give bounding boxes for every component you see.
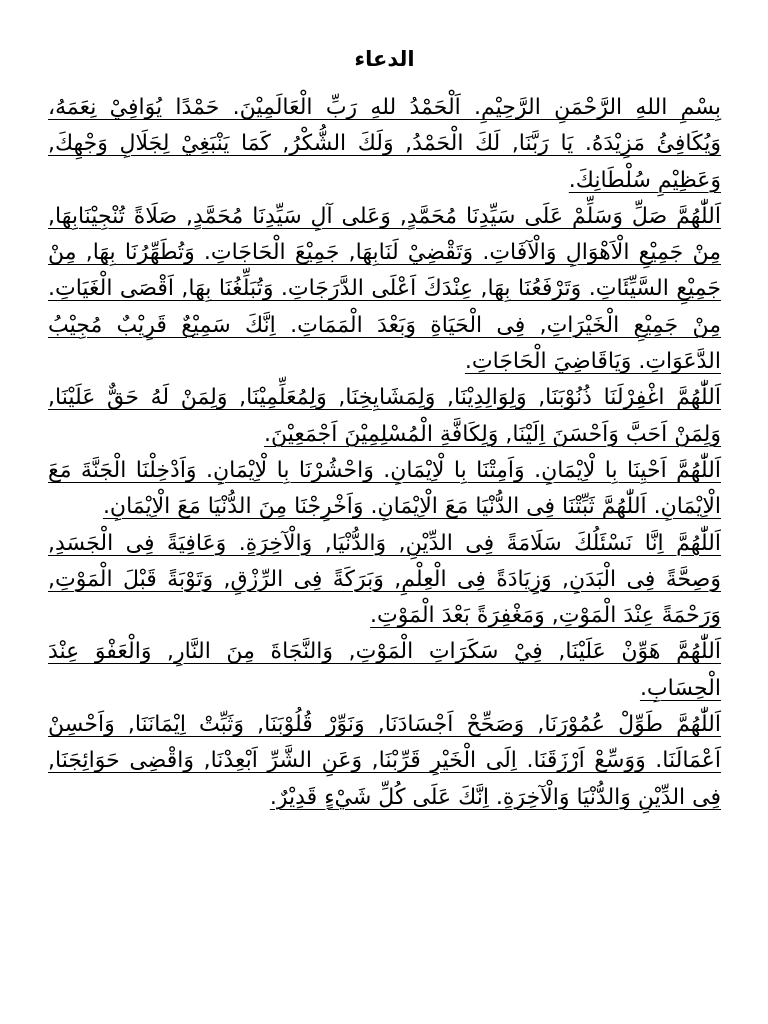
paragraph-forgiveness: اَللّٰهُمَّ اغْفِرْلَنَا ذُنُوْبَنَا, وَلِوَالِدِيْنَا, وَلِمَشَايِخِنَا, وَلِمُعَلِّمِيْنَا, وَلِمَنْ لَهُ حَقٌّ عَلَيْنَا, وَلِمَنْ اَحَبَّ وَاَحْسَنَ اِلَيْنَا, وَلِكَافَّةِ الْمُسْلِمِيْنَ اَجْمَعِيْنَ. [48, 385, 721, 447]
paragraph-ease-at-death: اَللّٰهُمَّ هَوِّنْ عَلَيْنَا, فِيْ سَكَرَاتِ الْمَوْتِ, وَالنَّجَاةَ مِنَ النَّارِ, وَالْعَفْوَ عِنْدَ الْحِسَابِ. [48, 639, 721, 701]
page-title: الدعاء [354, 47, 415, 71]
paragraph-iman: اَللّٰهُمَّ اَحْيِنَا بِا لْاِيْمَانِ. وَاَمِتْنَا بِا لْاِيْمَانِ. وَاحْشُرْنَا بِا لْاِيْمَانِ. وَاَدْخِلْنَا الْجَنَّةَ مَعَ الْاِيْمَانِ. اَللّٰهُمَّ ثَبِّتْنَا فِى الدُّنْيَا مَعَ الْاِيْمَانِ. وَاَخْرِجْنَا مِنَ الدُّنْيَا مَعَ الْاِيْمَانِ. [48, 457, 721, 520]
prayer-body [48, 90, 721, 816]
paragraph-opening-praise: بِسْمِ اللهِ الرَّحْمَنِ الرَّحِيْمِ. اَلْحَمْدُ للهِ رَبِّ الْعَالَمِيْنَ. حَمْدًا يُوَافِيْ نِعَمَهُ، وَيُكَافِئُ مَزِيْدَهُ. يَا رَبَّنَا, لَكَ الْحَمْدُ, وَلَكَ الشُّكْرُ, كَمَا يَنْبَغِيْ لِجَلَالِ وَجْهِكَ, وَعَظِيْمِ سُلْطَانِكَ. [48, 95, 721, 193]
paragraph-wellbeing: اَللّٰهُمَّ اِنَّا نَسْئَلُكَ سَلَامَةً فِى الدِّيْنِ, وَالدُّنْيَا, وَالْآخِرَةِ. وَعَافِيَةً فِى الْجَسَدِ, وَصِحَّةً فِى الْبَدَنِ, وَزِيَادَةً فِى الْعِلْمِ, وَبَرَكَةً فِى الرِّزْقِ, وَتَوْبَةً قَبْلَ الْمَوْتِ, وَرَحْمَةً عِنْدَ الْمَوْتِ, وَمَغْفِرَةً بَعْدَ الْمَوْتِ. [48, 530, 721, 629]
paragraph-salawat: اَللّٰهُمَّ صَلِّ وَسَلِّمْ عَلَى سَيِّدِنَا مُحَمَّدٍ, وَعَلى آلِ سَيِّدِنَا مُحَمَّدٍ, صَلَاةً تُنْجِيْنَابِهَا, مِنْ جَمِيْعِ الْاَهْوَالِ وَالْآفَاتِ. وَتَقْضِيْ لَنَابِهَا, جَمِيْعَ الْحَاجَاتِ. وَتُطَهِّرُنَا بِهَا, مِنْ جَمِيْعِ السَّيِّئَاتِ. وَتَرْفَعُنَا بِهَا, عِنْدَكَ اَعْلَى الدَّرَجَاتِ. وَتُبَلِّغُنَا بِهَا, اَقْصَى الْغَيَاتِ. مِنْ جَمِيْعِ الْخَيْرَاتِ, فِى الْحَيَاةِ وَبَعْدَ الْمَمَاتِ. اِنَّكَ سَمِيْعٌ قَرِيْبٌ مُجِيْبُ الدَّعَوَاتِ. وَيَاقَاضِيَ الْحَاجَاتِ. [48, 203, 721, 375]
paragraph-closing: اَللّٰهُمَّ طَوِّلْ عُمُوْرَنَا, وَصَحِّحْ اَجْسَادَنَا, وَنَوِّرْ قُلُوْبَنَا, وَثَبِّتْ اِيْمَانَنَا, وَاَحْسِنْ اَعْمَالَنَا. وَوَسِّعْ اَرْزَقَنَا. اِلَى الْخَيْرِ قَرِّبْنَا, وَعَنِ الشَّرِّ اَبْعِدْنَا, وَاقْضِى حَوَائِجَنَا, فِى الدِّيْنِ وَالدُّنْيَا وَالْآخِرَةِ. اِنَّكَ عَلَى كُلِّ شَيْءٍ قَدِيْرٌ. [48, 712, 721, 810]
